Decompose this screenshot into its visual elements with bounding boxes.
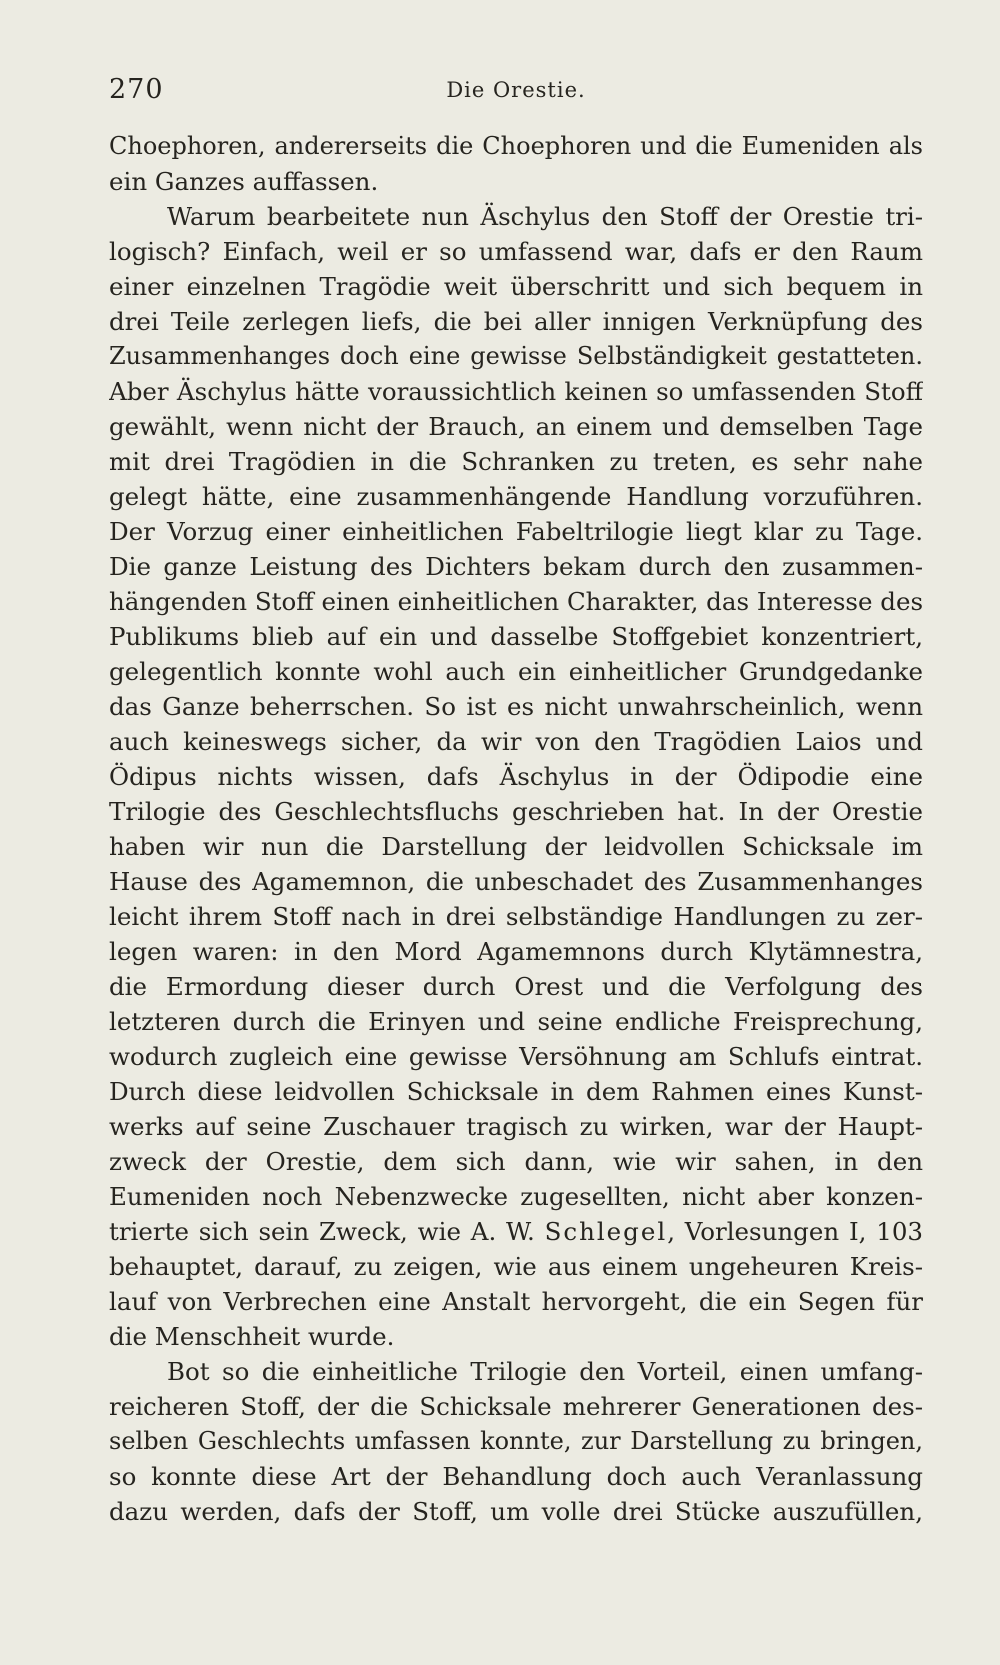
text-line: Choephoren, andererseits die Choephoren und die Eumeniden als xyxy=(109,132,923,160)
text-line: einer einzelnen Tragödie weit überschritt und sich bequem in xyxy=(109,272,923,301)
text-line: Durch diese leidvollen Schicksale in dem Rahmen eines Kunst- xyxy=(109,1077,923,1106)
text-line: gelegentlich konnte wohl auch ein einheitlicher Grundgedanke xyxy=(109,657,923,686)
text-line: so konnte diese Art der Behandlung doch auch Veranlassung xyxy=(109,1462,923,1491)
text-line: wodurch zugleich eine gewisse Versöhnung am Schlufs eintrat. xyxy=(109,1042,923,1071)
text-segment: , Vorlesungen I, 103 xyxy=(667,1217,923,1246)
text-line: mit drei Tragödien in die Schranken zu treten, es sehr nahe xyxy=(109,447,923,476)
text-line: Der Vorzug einer einheitlichen Fabeltrilogie liegt klar zu Tage. xyxy=(109,517,923,546)
text-line: Zusammenhanges doch eine gewisse Selbständigkeit gestatteten. xyxy=(109,342,923,370)
text-line: dazu werden, dafs der Stoff, um volle drei Stücke auszufüllen, xyxy=(109,1497,923,1526)
body-text xyxy=(109,129,923,1529)
text-line: behauptet, darauf, zu zeigen, wie aus einem ungeheuren Kreis- xyxy=(109,1252,923,1281)
text-line: drei Teile zerlegen liefs, die bei aller innigen Verknüpfung des xyxy=(109,307,923,336)
author-name-spaced: Schlegel xyxy=(544,1217,668,1246)
text-line: logisch? Einfach, weil er so umfassend war, dafs er den Raum xyxy=(109,237,923,266)
text-line: die Menschheit wurde. xyxy=(109,1322,395,1351)
text-line: ein Ganzes auffassen. xyxy=(109,167,379,196)
text-line: Hause des Agamemnon, die unbeschadet des Zusammenhanges xyxy=(109,867,923,896)
text-line: reicheren Stoff, der die Schicksale mehrerer Generationen des- xyxy=(109,1392,923,1421)
text-line: Eumeniden noch Nebenzwecke zugesellten, nicht aber konzen- xyxy=(109,1182,923,1211)
text-line: auch keineswegs sicher, da wir von den Tragödien Laios und xyxy=(109,727,923,756)
page-number: 270 xyxy=(109,74,164,105)
running-head: Die Orestie. xyxy=(446,78,586,102)
text-line: selben Geschlechts umfassen konnte, zur Darstellung zu bringen, xyxy=(109,1427,923,1455)
text-line: Die ganze Leistung des Dichters bekam durch den zusammen- xyxy=(109,552,923,581)
text-segment: trierte sich sein Zweck, wie A. W. xyxy=(109,1217,545,1246)
text-line: lauf von Verbrechen eine Anstalt hervorgeht, die ein Segen für xyxy=(109,1287,923,1316)
text-line: haben wir nun die Darstellung der leidvollen Schicksale im xyxy=(109,832,923,861)
text-line: Trilogie des Geschlechtsfluchs geschrieben hat. In der Orestie xyxy=(109,797,923,826)
text-line: die Ermordung dieser durch Orest und die Verfolgung des xyxy=(109,972,923,1001)
text-line: legen waren: in den Mord Agamemnons durch Klytämnestra, xyxy=(109,937,923,966)
text-line: Publikums blieb auf ein und dasselbe Stoffgebiet konzentriert, xyxy=(109,622,923,651)
text-line: hängenden Stoff einen einheitlichen Charakter, das Interesse des xyxy=(109,587,923,616)
text-line: zweck der Orestie, dem sich dann, wie wir sahen, in den xyxy=(109,1147,923,1176)
text-line: Aber Äschylus hätte voraussichtlich keinen so umfassenden Stoff xyxy=(109,377,923,406)
text-line: gewählt, wenn nicht der Brauch, an einem und demselben Tage xyxy=(109,412,923,441)
text-line: letzteren durch die Erinyen und seine endliche Freisprechung, xyxy=(109,1007,923,1036)
text-line: Ödipus nichts wissen, dafs Äschylus in der Ödipodie eine xyxy=(109,762,923,791)
text-line: das Ganze beherrschen. So ist es nicht unwahrscheinlich, wenn xyxy=(109,692,923,721)
text-line: gelegt hätte, eine zusammenhängende Handlung vorzuführen. xyxy=(109,482,923,511)
text-line: leicht ihrem Stoff nach in drei selbständige Handlungen zu zer- xyxy=(109,902,923,931)
text-line: Warum bearbeitete nun Äschylus den Stoff der Orestie tri- xyxy=(167,202,923,231)
text-line: Bot so die einheitliche Trilogie den Vorteil, einen umfang- xyxy=(167,1357,923,1386)
page-header xyxy=(109,74,923,114)
text-line: werks auf seine Zuschauer tragisch zu wirken, war der Haupt- xyxy=(109,1112,923,1141)
text-line-schlegel xyxy=(109,1214,923,1249)
